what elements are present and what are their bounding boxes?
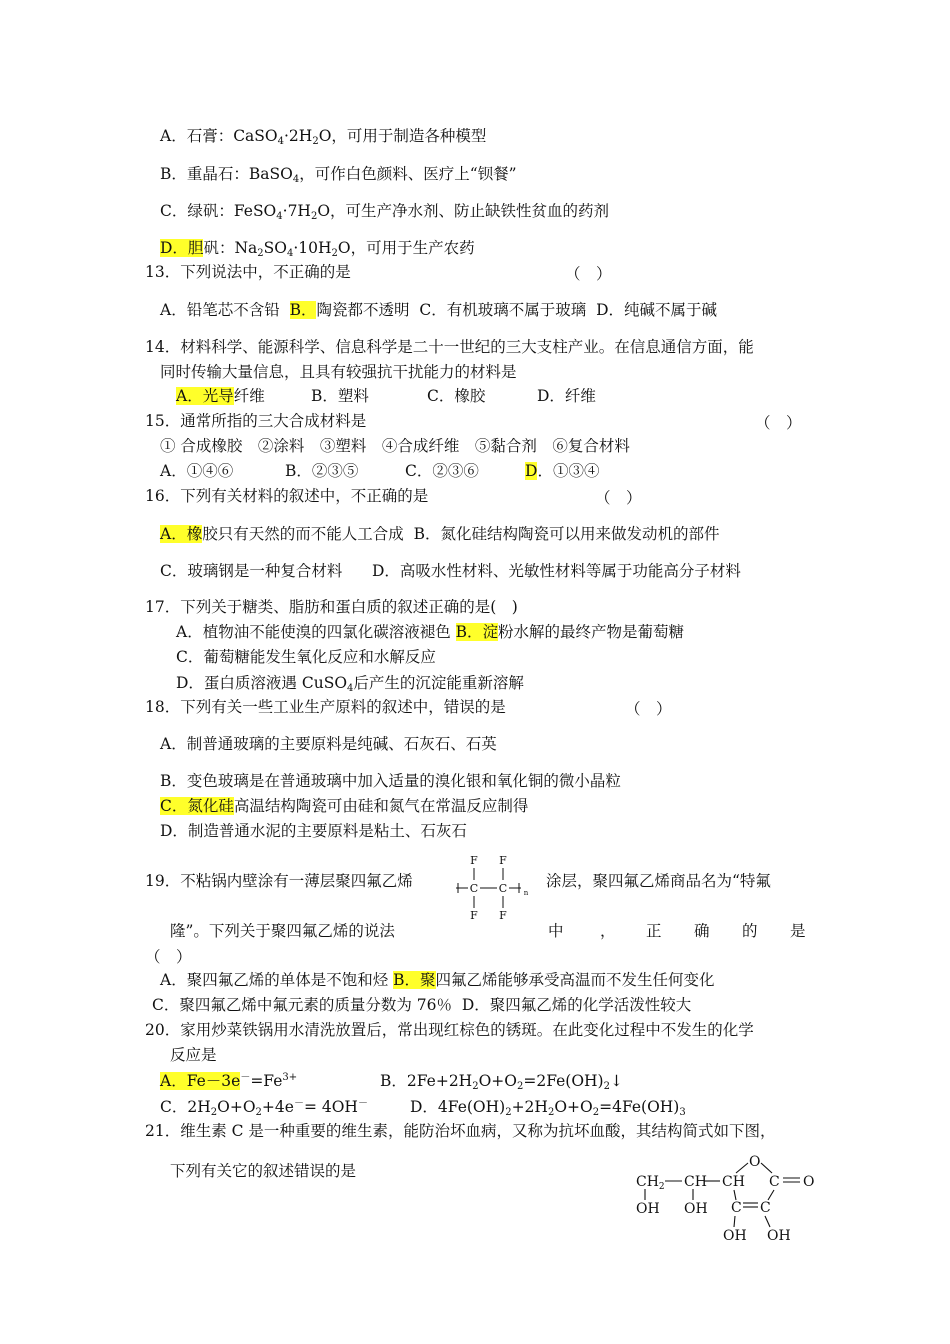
fluorine-atom-label: F bbox=[470, 909, 478, 922]
q21-stem-line1: 21．维生素 C 是一种重要的维生素，能防治坏血病，又称为抗坏血酸，其结构简式如下图， bbox=[145, 1122, 776, 1140]
q14-option-b: B．塑料 bbox=[311, 387, 369, 405]
q13-options: A．铅笔芯不含铅 B．陶瓷都不透明 C．有机玻璃不属于玻璃 D．纯碱不属于碱 bbox=[160, 301, 717, 319]
q18-option-b: B．变色玻璃是在普通玻璃中加入适量的溴化银和氧化铜的微小晶粒 bbox=[160, 772, 621, 790]
q19-stem-word: 中 bbox=[548, 922, 564, 940]
answer-highlight: A．橡 bbox=[160, 525, 203, 543]
q15-option-d: D．①③④ bbox=[525, 462, 600, 480]
q19-stem-word: ， bbox=[600, 922, 616, 940]
answer-highlight: C．氮化硅 bbox=[160, 797, 234, 815]
hydroxyl-label: OH bbox=[767, 1228, 791, 1244]
ring-carbon-label: C bbox=[731, 1200, 742, 1216]
hydroxyl-label: OH bbox=[636, 1201, 660, 1217]
q17-option-c: C．葡萄糖能发生氧化反应和水解反应 bbox=[176, 648, 436, 666]
q12-option-c: C．绿矾：$FeSO_4\cdot 7H_2O$，可生产净水剂、防止缺铁性贫血的药剂 bbox=[160, 202, 610, 222]
q18-stem: 18．下列有关一些工业生产原料的叙述中，错误的是 bbox=[145, 698, 506, 716]
q20-option-c: C．$2H_2O+O_2+4e^-= 4OH^-$ bbox=[160, 1098, 368, 1118]
carbon-atom-label: C bbox=[498, 882, 508, 895]
answer-highlight: D．胆 bbox=[160, 239, 204, 257]
q20-option-a: A．$Fe-3e^-=Fe^{3+}$ bbox=[160, 1072, 298, 1090]
q19-stem-line2: 隆”。下列关于聚四氟乙烯的说法 bbox=[170, 922, 395, 940]
q14-option-c: C．橡胶 bbox=[427, 387, 486, 405]
q19-stem-word: 正 bbox=[646, 922, 662, 940]
q18-option-a: A．制普通玻璃的主要原料是纯碱、石灰石、石英 bbox=[160, 735, 497, 753]
q14-stem-line2: 同时传输大量信息，且具有较强抗干扰能力的材料是 bbox=[160, 363, 517, 381]
carbon-atom-label: C bbox=[469, 882, 479, 895]
q17-option-d: D．蛋白质溶液遇 CuSO$_4$后产生的沉淀能重新溶解 bbox=[176, 674, 524, 694]
ring-ch-label: CH bbox=[722, 1174, 745, 1190]
answer-highlight: B．聚 bbox=[393, 971, 436, 989]
q15-option-c: C．②③⑥ bbox=[405, 462, 479, 480]
hydroxyl-label: OH bbox=[723, 1228, 747, 1244]
q13-answer-paren: （ ） bbox=[565, 265, 612, 283]
fluorine-atom-label: F bbox=[499, 909, 507, 922]
q14-option-a: A．光导纤维 bbox=[176, 387, 265, 405]
q15-items: ① 合成橡胶 ②涂料 ③塑料 ④合成纤维 ⑤黏合剂 ⑥复合材料 bbox=[160, 437, 630, 455]
carbonyl-oxygen-label: O bbox=[803, 1174, 815, 1190]
vitamin-c-structure-formula bbox=[630, 1150, 820, 1246]
answer-highlight: A．Fe－3e bbox=[160, 1072, 241, 1090]
q18-option-d: D．制造普通水泥的主要原料是粘土、石灰石 bbox=[160, 822, 467, 840]
q14-option-d: D．纤维 bbox=[537, 387, 596, 405]
q18-option-c: C．氮化硅高温结构陶瓷可由硅和氮气在常温反应制得 bbox=[160, 797, 529, 815]
ptfe-structure-formula bbox=[448, 853, 538, 923]
q19-stem-word: 是 bbox=[790, 922, 806, 940]
q15-stem: 15．通常所指的三大合成材料是 bbox=[145, 412, 367, 430]
q17-options-ab: A．植物油不能使溴的四氯化碳溶液褪色 B．淀粉水解的最终产物是葡萄糖 bbox=[176, 623, 685, 641]
answer-highlight: A．光导 bbox=[176, 387, 234, 405]
q19-options-ab: A．聚四氟乙烯的单体是不饱和烃 B．聚四氟乙烯能够承受高温而不发生任何变化 bbox=[160, 971, 715, 989]
q13-stem: 13．下列说法中，不正确的是 bbox=[145, 263, 351, 281]
q12-option-a: A．石膏：$CaSO_4\cdot 2H_2O$，可用于制造各种模型 bbox=[160, 127, 487, 147]
q15-answer-paren: （ ） bbox=[755, 414, 802, 432]
repeat-n-label: n bbox=[523, 889, 529, 897]
q16-answer-paren: （ ） bbox=[595, 489, 642, 507]
q19-stem-pre: 19．不粘锅内壁涂有一薄层聚四氟乙烯 bbox=[145, 872, 413, 890]
q16-options-ab: A．橡胶只有天然的而不能人工合成 B．氮化硅结构陶瓷可以用来做发动机的部件 bbox=[160, 525, 720, 543]
q16-stem: 16．下列有关材料的叙述中，不正确的是 bbox=[145, 487, 429, 505]
answer-highlight: D bbox=[525, 462, 538, 480]
ch-group-label: CH bbox=[684, 1174, 707, 1190]
q19-stem-word: 的 bbox=[742, 922, 758, 940]
ring-carbon-label: C bbox=[760, 1200, 771, 1216]
fluorine-atom-label: F bbox=[499, 854, 507, 867]
q15-option-b: B．②③⑤ bbox=[285, 462, 359, 480]
ch2-group-label: $CH_2$ bbox=[636, 1174, 665, 1192]
fluorine-atom-label: F bbox=[470, 854, 478, 867]
q14-stem-line1: 14．材料科学、能源科学、信息科学是二十一世纪的三大支柱产业。在信息通信方面，能 bbox=[145, 338, 754, 356]
q20-option-d: D．$4Fe(OH)_2+2H_2O+O_2=4Fe(OH)_3$ bbox=[410, 1098, 686, 1118]
answer-highlight: B． bbox=[289, 301, 317, 319]
q19-answer-paren: （ ） bbox=[145, 948, 192, 966]
carbonyl-carbon-label: C bbox=[769, 1174, 780, 1190]
q19-stem-post: 涂层，聚四氟乙烯商品名为“特氟 bbox=[546, 872, 771, 890]
answer-highlight: B．淀 bbox=[455, 623, 499, 641]
q17-stem: 17．下列关于糖类、脂肪和蛋白质的叙述正确的是( ) bbox=[145, 598, 518, 616]
q19-stem-word: 确 bbox=[694, 922, 710, 940]
q20-option-b: B．$2Fe+2H_2O+O_2=2Fe(OH)_2↓$ bbox=[380, 1072, 623, 1092]
q12-option-b: B．重晶石：BaSO$_4$，可作白色颜料、医疗上“钡餐” bbox=[160, 165, 517, 185]
q16-options-cd: C．玻璃钢是一种复合材料 D．高吸水性材料、光敏性材料等属于功能高分子材料 bbox=[160, 562, 741, 580]
q20-stem-line1: 20．家用炒菜铁锅用水清洗放置后，常出现红棕色的锈斑。在此变化过程中不发生的化学 bbox=[145, 1021, 754, 1039]
ring-oxygen-label: O bbox=[749, 1154, 761, 1170]
q21-stem-line2: 下列有关它的叙述错误的是 bbox=[170, 1162, 357, 1180]
q20-stem-line2: 反应是 bbox=[170, 1046, 217, 1064]
q18-answer-paren: （ ） bbox=[625, 700, 672, 718]
q19-options-cd: C．聚四氟乙烯中氟元素的质量分数为 76％ D．聚四氟乙烯的化学活泼性较大 bbox=[152, 996, 692, 1014]
q15-option-a: A．①④⑥ bbox=[160, 462, 234, 480]
hydroxyl-label: OH bbox=[684, 1201, 708, 1217]
q12-option-d: D．胆矾：$Na_2SO_4\cdot 10H_2O$，可用于生产农药 bbox=[160, 239, 475, 259]
